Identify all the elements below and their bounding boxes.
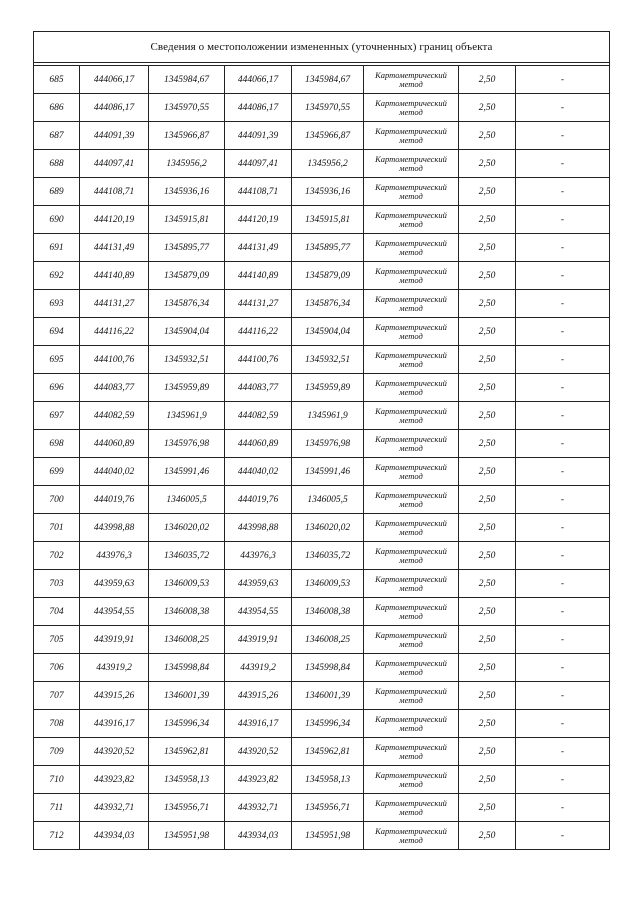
refined-y-cell: 1345962,81 [292, 738, 364, 766]
note-cell: - [516, 346, 610, 374]
refined-y-cell: 1346001,39 [292, 682, 364, 710]
note-cell: - [516, 514, 610, 542]
point-number-cell: 697 [34, 402, 80, 430]
note-cell: - [516, 486, 610, 514]
accuracy-cell: 2,50 [459, 234, 516, 262]
table-row [34, 290, 610, 318]
existing-y-cell: 1345895,77 [149, 234, 225, 262]
existing-x-cell: 444131,27 [80, 290, 149, 318]
accuracy-cell: 2,50 [459, 402, 516, 430]
accuracy-cell: 2,50 [459, 122, 516, 150]
table-row [34, 822, 610, 850]
method-cell: Картометрический метод [364, 346, 459, 374]
method-cell: Картометрический метод [364, 766, 459, 794]
existing-x-cell: 443976,3 [80, 542, 149, 570]
existing-y-cell: 1345951,98 [149, 822, 225, 850]
accuracy-cell: 2,50 [459, 626, 516, 654]
point-number-cell: 712 [34, 822, 80, 850]
refined-x-cell: 443915,26 [225, 682, 292, 710]
refined-y-cell: 1345961,9 [292, 402, 364, 430]
note-cell: - [516, 318, 610, 346]
refined-y-cell: 1345936,16 [292, 178, 364, 206]
note-cell: - [516, 626, 610, 654]
point-number-cell: 694 [34, 318, 80, 346]
refined-x-cell: 443959,63 [225, 570, 292, 598]
method-cell: Картометрический метод [364, 402, 459, 430]
accuracy-cell: 2,50 [459, 290, 516, 318]
table-row [34, 458, 610, 486]
existing-x-cell: 444120,19 [80, 206, 149, 234]
refined-y-cell: 1346035,72 [292, 542, 364, 570]
table-row [34, 710, 610, 738]
refined-x-cell: 444097,41 [225, 150, 292, 178]
existing-y-cell: 1345879,09 [149, 262, 225, 290]
existing-y-cell: 1346009,53 [149, 570, 225, 598]
refined-y-cell: 1345895,77 [292, 234, 364, 262]
existing-y-cell: 1345904,04 [149, 318, 225, 346]
existing-y-cell: 1346005,5 [149, 486, 225, 514]
method-cell: Картометрический метод [364, 654, 459, 682]
existing-y-cell: 1345936,16 [149, 178, 225, 206]
note-cell: - [516, 150, 610, 178]
note-cell: - [516, 122, 610, 150]
method-cell: Картометрический метод [364, 542, 459, 570]
refined-x-cell: 444019,76 [225, 486, 292, 514]
existing-y-cell: 1345956,71 [149, 794, 225, 822]
refined-x-cell: 444116,22 [225, 318, 292, 346]
accuracy-cell: 2,50 [459, 682, 516, 710]
existing-x-cell: 444108,71 [80, 178, 149, 206]
boundary-coordinates-table [33, 31, 610, 850]
refined-y-cell: 1345976,98 [292, 430, 364, 458]
accuracy-cell: 2,50 [459, 738, 516, 766]
existing-y-cell: 1345876,34 [149, 290, 225, 318]
refined-y-cell: 1345966,87 [292, 122, 364, 150]
existing-y-cell: 1345932,51 [149, 346, 225, 374]
method-cell: Картометрический метод [364, 318, 459, 346]
point-number-cell: 699 [34, 458, 80, 486]
existing-y-cell: 1345962,81 [149, 738, 225, 766]
point-number-cell: 693 [34, 290, 80, 318]
point-number-cell: 704 [34, 598, 80, 626]
point-number-cell: 691 [34, 234, 80, 262]
note-cell: - [516, 430, 610, 458]
note-cell: - [516, 822, 610, 850]
existing-y-cell: 1346008,38 [149, 598, 225, 626]
refined-y-cell: 1345984,67 [292, 66, 364, 94]
existing-y-cell: 1345976,98 [149, 430, 225, 458]
point-number-cell: 703 [34, 570, 80, 598]
point-number-cell: 685 [34, 66, 80, 94]
accuracy-cell: 2,50 [459, 430, 516, 458]
accuracy-cell: 2,50 [459, 150, 516, 178]
refined-x-cell: 444040,02 [225, 458, 292, 486]
existing-x-cell: 444082,59 [80, 402, 149, 430]
refined-y-cell: 1346008,38 [292, 598, 364, 626]
refined-x-cell: 444100,76 [225, 346, 292, 374]
existing-x-cell: 443959,63 [80, 570, 149, 598]
table-row [34, 570, 610, 598]
point-number-cell: 696 [34, 374, 80, 402]
existing-x-cell: 443915,26 [80, 682, 149, 710]
refined-x-cell: 443919,91 [225, 626, 292, 654]
refined-x-cell: 444060,89 [225, 430, 292, 458]
table-row [34, 346, 610, 374]
existing-y-cell: 1345970,55 [149, 94, 225, 122]
refined-x-cell: 444066,17 [225, 66, 292, 94]
refined-y-cell: 1346005,5 [292, 486, 364, 514]
method-cell: Картометрический метод [364, 682, 459, 710]
existing-y-cell: 1345958,13 [149, 766, 225, 794]
table-row [34, 486, 610, 514]
existing-x-cell: 444097,41 [80, 150, 149, 178]
note-cell: - [516, 94, 610, 122]
note-cell: - [516, 570, 610, 598]
accuracy-cell: 2,50 [459, 570, 516, 598]
existing-y-cell: 1346001,39 [149, 682, 225, 710]
point-number-cell: 708 [34, 710, 80, 738]
note-cell: - [516, 766, 610, 794]
table-row [34, 430, 610, 458]
note-cell: - [516, 738, 610, 766]
table-body [34, 66, 610, 850]
point-number-cell: 710 [34, 766, 80, 794]
existing-x-cell: 443919,91 [80, 626, 149, 654]
method-cell: Картометрический метод [364, 374, 459, 402]
existing-x-cell: 444083,77 [80, 374, 149, 402]
refined-y-cell: 1345904,04 [292, 318, 364, 346]
accuracy-cell: 2,50 [459, 94, 516, 122]
table-row [34, 122, 610, 150]
refined-y-cell: 1345876,34 [292, 290, 364, 318]
existing-x-cell: 443923,82 [80, 766, 149, 794]
refined-x-cell: 444140,89 [225, 262, 292, 290]
refined-y-cell: 1345956,71 [292, 794, 364, 822]
existing-y-cell: 1346035,72 [149, 542, 225, 570]
table-row [34, 150, 610, 178]
refined-y-cell: 1346020,02 [292, 514, 364, 542]
accuracy-cell: 2,50 [459, 458, 516, 486]
accuracy-cell: 2,50 [459, 318, 516, 346]
point-number-cell: 698 [34, 430, 80, 458]
refined-y-cell: 1345958,13 [292, 766, 364, 794]
accuracy-cell: 2,50 [459, 766, 516, 794]
point-number-cell: 706 [34, 654, 80, 682]
refined-y-cell: 1346009,53 [292, 570, 364, 598]
table-row [34, 262, 610, 290]
existing-y-cell: 1345991,46 [149, 458, 225, 486]
method-cell: Картометрический метод [364, 598, 459, 626]
refined-x-cell: 443920,52 [225, 738, 292, 766]
existing-x-cell: 444091,39 [80, 122, 149, 150]
method-cell: Картометрический метод [364, 794, 459, 822]
existing-x-cell: 443920,52 [80, 738, 149, 766]
refined-y-cell: 1345915,81 [292, 206, 364, 234]
refined-x-cell: 443934,03 [225, 822, 292, 850]
table-row [34, 654, 610, 682]
refined-x-cell: 443998,88 [225, 514, 292, 542]
existing-x-cell: 444116,22 [80, 318, 149, 346]
refined-y-cell: 1345956,2 [292, 150, 364, 178]
refined-x-cell: 443954,55 [225, 598, 292, 626]
note-cell: - [516, 458, 610, 486]
note-cell: - [516, 206, 610, 234]
existing-y-cell: 1345966,87 [149, 122, 225, 150]
point-number-cell: 701 [34, 514, 80, 542]
existing-x-cell: 443916,17 [80, 710, 149, 738]
note-cell: - [516, 542, 610, 570]
point-number-cell: 688 [34, 150, 80, 178]
refined-y-cell: 1345996,34 [292, 710, 364, 738]
table-title: Сведения о местоположении измененных (уточненных) границ объекта [34, 32, 610, 63]
note-cell: - [516, 710, 610, 738]
existing-x-cell: 444040,02 [80, 458, 149, 486]
method-cell: Картометрический метод [364, 710, 459, 738]
method-cell: Картометрический метод [364, 430, 459, 458]
note-cell: - [516, 794, 610, 822]
note-cell: - [516, 290, 610, 318]
existing-x-cell: 444060,89 [80, 430, 149, 458]
existing-y-cell: 1346008,25 [149, 626, 225, 654]
refined-y-cell: 1345879,09 [292, 262, 364, 290]
existing-y-cell: 1345915,81 [149, 206, 225, 234]
existing-x-cell: 443932,71 [80, 794, 149, 822]
existing-y-cell: 1345956,2 [149, 150, 225, 178]
table-row [34, 318, 610, 346]
point-number-cell: 687 [34, 122, 80, 150]
point-number-cell: 705 [34, 626, 80, 654]
point-number-cell: 702 [34, 542, 80, 570]
method-cell: Картометрический метод [364, 122, 459, 150]
method-cell: Картометрический метод [364, 738, 459, 766]
refined-y-cell: 1345991,46 [292, 458, 364, 486]
accuracy-cell: 2,50 [459, 374, 516, 402]
refined-x-cell: 443923,82 [225, 766, 292, 794]
accuracy-cell: 2,50 [459, 794, 516, 822]
existing-y-cell: 1345984,67 [149, 66, 225, 94]
refined-y-cell: 1345959,89 [292, 374, 364, 402]
method-cell: Картометрический метод [364, 486, 459, 514]
accuracy-cell: 2,50 [459, 514, 516, 542]
accuracy-cell: 2,50 [459, 822, 516, 850]
table-row [34, 178, 610, 206]
method-cell: Картометрический метод [364, 514, 459, 542]
point-number-cell: 695 [34, 346, 80, 374]
table-row [34, 766, 610, 794]
point-number-cell: 709 [34, 738, 80, 766]
existing-x-cell: 444086,17 [80, 94, 149, 122]
existing-y-cell: 1346020,02 [149, 514, 225, 542]
existing-y-cell: 1345996,34 [149, 710, 225, 738]
point-number-cell: 689 [34, 178, 80, 206]
table-row [34, 402, 610, 430]
point-number-cell: 686 [34, 94, 80, 122]
refined-y-cell: 1345970,55 [292, 94, 364, 122]
table-row [34, 66, 610, 94]
method-cell: Картометрический метод [364, 206, 459, 234]
accuracy-cell: 2,50 [459, 542, 516, 570]
method-cell: Картометрический метод [364, 262, 459, 290]
accuracy-cell: 2,50 [459, 486, 516, 514]
refined-x-cell: 444082,59 [225, 402, 292, 430]
accuracy-cell: 2,50 [459, 598, 516, 626]
existing-x-cell: 444066,17 [80, 66, 149, 94]
method-cell: Картометрический метод [364, 458, 459, 486]
point-number-cell: 690 [34, 206, 80, 234]
table-row [34, 794, 610, 822]
refined-x-cell: 443932,71 [225, 794, 292, 822]
point-number-cell: 692 [34, 262, 80, 290]
existing-x-cell: 444100,76 [80, 346, 149, 374]
existing-y-cell: 1345961,9 [149, 402, 225, 430]
note-cell: - [516, 234, 610, 262]
refined-x-cell: 444086,17 [225, 94, 292, 122]
method-cell: Картометрический метод [364, 290, 459, 318]
accuracy-cell: 2,50 [459, 262, 516, 290]
table-row [34, 94, 610, 122]
refined-x-cell: 444131,49 [225, 234, 292, 262]
refined-x-cell: 444108,71 [225, 178, 292, 206]
accuracy-cell: 2,50 [459, 654, 516, 682]
table-row [34, 682, 610, 710]
point-number-cell: 711 [34, 794, 80, 822]
existing-x-cell: 443954,55 [80, 598, 149, 626]
refined-x-cell: 444091,39 [225, 122, 292, 150]
method-cell: Картометрический метод [364, 234, 459, 262]
refined-x-cell: 443919,2 [225, 654, 292, 682]
document-sheet [33, 31, 609, 850]
note-cell: - [516, 682, 610, 710]
refined-x-cell: 444120,19 [225, 206, 292, 234]
point-number-cell: 700 [34, 486, 80, 514]
refined-y-cell: 1345998,84 [292, 654, 364, 682]
table-row [34, 626, 610, 654]
table-row [34, 206, 610, 234]
method-cell: Картометрический метод [364, 94, 459, 122]
table-row [34, 234, 610, 262]
accuracy-cell: 2,50 [459, 206, 516, 234]
refined-x-cell: 443916,17 [225, 710, 292, 738]
note-cell: - [516, 374, 610, 402]
table-row [34, 598, 610, 626]
method-cell: Картометрический метод [364, 626, 459, 654]
note-cell: - [516, 178, 610, 206]
note-cell: - [516, 598, 610, 626]
existing-y-cell: 1345959,89 [149, 374, 225, 402]
existing-x-cell: 443919,2 [80, 654, 149, 682]
method-cell: Картометрический метод [364, 822, 459, 850]
method-cell: Картометрический метод [364, 150, 459, 178]
method-cell: Картометрический метод [364, 178, 459, 206]
table-row [34, 374, 610, 402]
note-cell: - [516, 262, 610, 290]
method-cell: Картометрический метод [364, 570, 459, 598]
table-row [34, 738, 610, 766]
note-cell: - [516, 402, 610, 430]
refined-x-cell: 444131,27 [225, 290, 292, 318]
existing-y-cell: 1345998,84 [149, 654, 225, 682]
table-row [34, 514, 610, 542]
existing-x-cell: 444131,49 [80, 234, 149, 262]
existing-x-cell: 443998,88 [80, 514, 149, 542]
accuracy-cell: 2,50 [459, 346, 516, 374]
table-row [34, 542, 610, 570]
note-cell: - [516, 654, 610, 682]
point-number-cell: 707 [34, 682, 80, 710]
refined-x-cell: 443976,3 [225, 542, 292, 570]
refined-x-cell: 444083,77 [225, 374, 292, 402]
method-cell: Картометрический метод [364, 66, 459, 94]
accuracy-cell: 2,50 [459, 710, 516, 738]
refined-y-cell: 1345932,51 [292, 346, 364, 374]
note-cell: - [516, 66, 610, 94]
existing-x-cell: 444019,76 [80, 486, 149, 514]
refined-y-cell: 1345951,98 [292, 822, 364, 850]
accuracy-cell: 2,50 [459, 66, 516, 94]
refined-y-cell: 1346008,25 [292, 626, 364, 654]
accuracy-cell: 2,50 [459, 178, 516, 206]
existing-x-cell: 443934,03 [80, 822, 149, 850]
existing-x-cell: 444140,89 [80, 262, 149, 290]
